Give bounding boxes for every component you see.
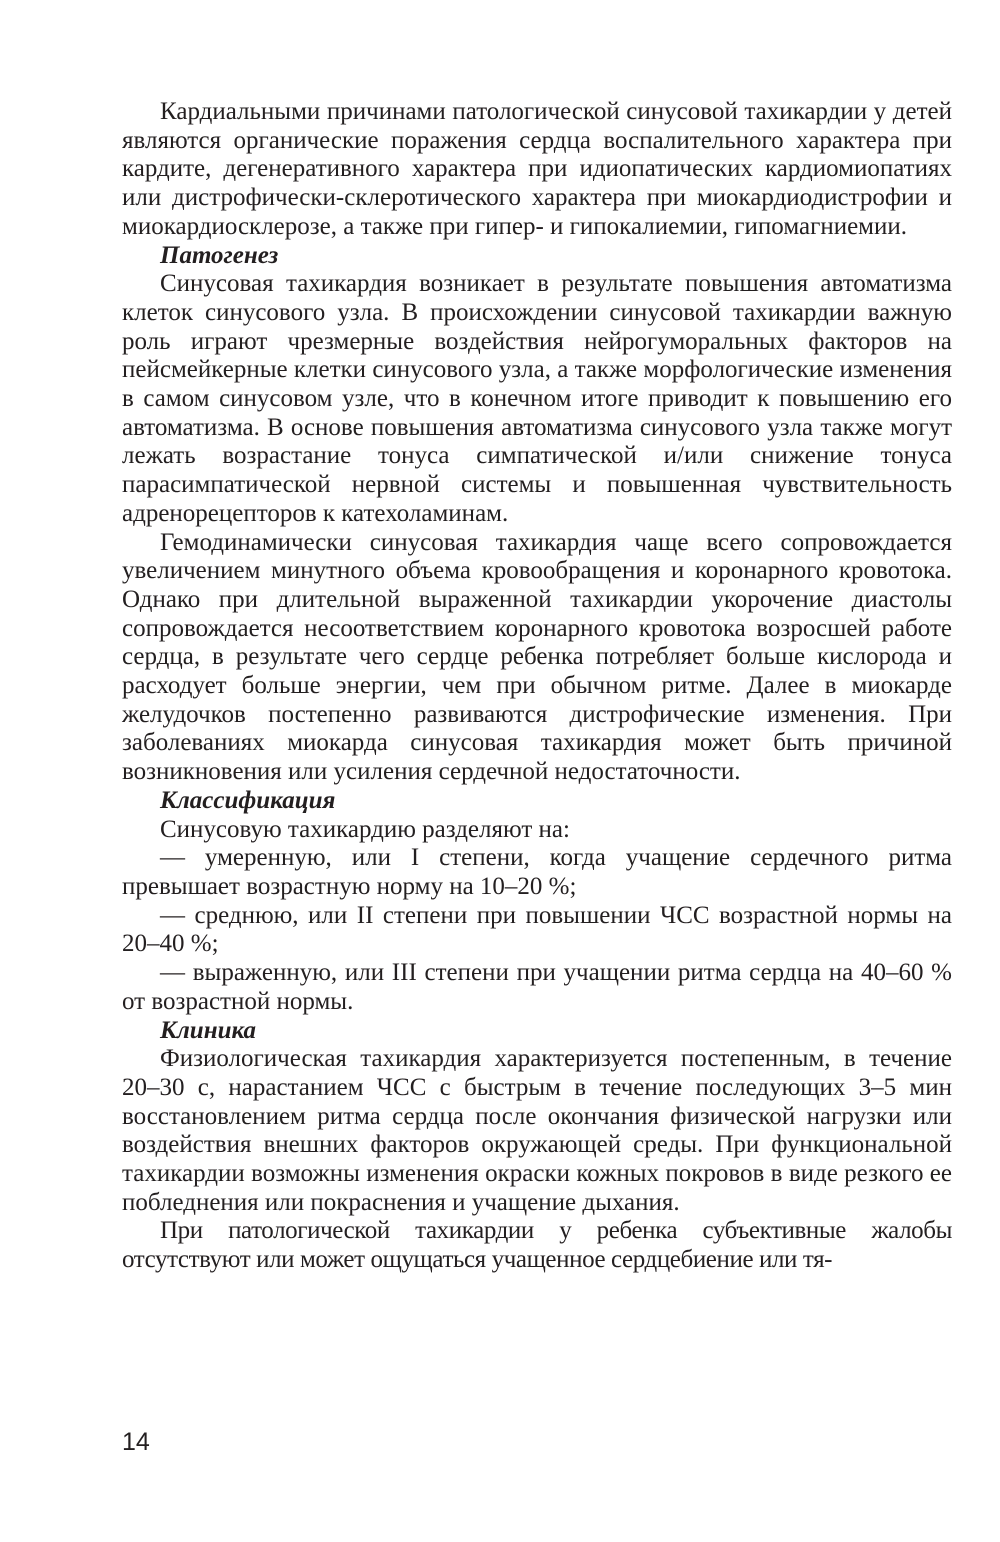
page-number: 14 — [122, 1428, 150, 1456]
pathogenesis-paragraph-2: Гемодинамически синусовая тахикардия чаще всего сопровождается увеличением минутного объема кровообращения и коронарного кровотока. Однако при длительной выраженной тахикардии укорочение диастолы сопровождается несоответствием коронарного кровотока возросшей работе сердца, в результате чего сердце ребенка потребляет больше кислорода и расходует больше энергии, чем при обычном ритме. Далее в миокарде желудочков постепенно развиваются дистрофические изменения. При заболеваниях миокарда синусовая тахикардия может быть причиной возникновения или усиления сердечной недостаточности. — [122, 528, 952, 786]
heading-pathogenesis: Патогенез — [160, 241, 279, 269]
heading-clinic: Клиника — [160, 1016, 257, 1044]
page-body — [122, 98, 952, 1275]
classification-lead: Синусовую тахикардию разделяют на: — [160, 815, 570, 843]
classification-item-2: — среднюю, или II степени при повышении ЧСС возрастной нормы на 20–40 %; — [122, 901, 952, 958]
clinic-paragraph-1: Физиологическая тахикардия характеризуется постепенным, в течение 20–30 с, нарастанием ЧСС с быстрым в течение последующих 3–5 мин восстановлением ритма сердца после окончания физической нагрузки или воздействия внешних факторов окружающей среды. При функциональной тахикардии возможны изменения окраски кожных покровов в виде резкого ее побледнения или покраснения и учащение дыхания. — [122, 1045, 952, 1216]
classification-item-3: — выраженную, или III степени при учащении ритма сердца на 40–60 % от возрастной нормы. — [122, 959, 952, 1015]
heading-classification: Классификация — [160, 786, 336, 814]
classification-item-1: — умеренную, или I степени, когда учащение сердечного ритма превышает возрастную норму на 10–20 %; — [122, 844, 952, 900]
clinic-paragraph-2: При патологической тахикардии у ребенка субъективные жалобы отсутствуют или может ощущаться учащенное сердцебиение или тя- — [122, 1217, 952, 1274]
intro-paragraph: Кардиальными причинами патологической синусовой тахикардии у детей являются органические поражения сердца воспалительного характера при кардите, дегенеративного характера при идиопатических кардиомиопатиях или дистрофически-склеротического характера при миокардиодистрофии и миокардиосклерозе, а также при гипер- и гипокалиемии, гипомагниемии. — [122, 98, 952, 240]
pathogenesis-paragraph-1: Синусовая тахикардия возникает в результате повышения автоматизма клеток синусового узла. В происхождении синусовой тахикардии важную роль играют чрезмерные воздействия нейрогуморальных факторов на пейсмейкерные клетки синусового узла, а также морфологические изменения в самом синусовом узле, что в конечном итоге приводит к повышению его автоматизма. В основе повышения автоматизма синусового узла также могут лежать возрастание тонуса симпатической и/или снижение тонуса парасимпатической нервной системы и повышенная чувствительность адренорецепторов к катехоламинам. — [122, 270, 952, 527]
